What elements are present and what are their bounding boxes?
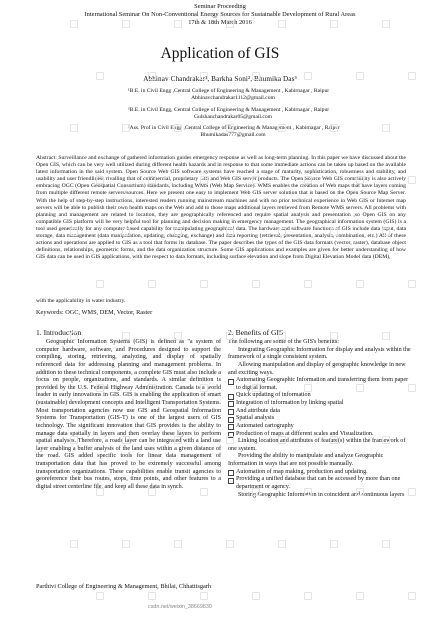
affiliation-email: Abhinavchandrakar1112@gmail.com — [191, 95, 275, 101]
watermark-mark-icon — [356, 592, 364, 600]
watermark-mark-icon — [148, 280, 156, 288]
watermark-mark-icon — [408, 280, 416, 288]
watermark-mark-icon — [148, 488, 156, 496]
bullet-box-icon — [228, 478, 234, 484]
benefits-heading: 2. Benefits of GIS — [228, 328, 284, 337]
watermark-mark-icon — [382, 20, 390, 28]
watermark-mark-icon — [96, 592, 104, 600]
header-line-2: International Seminar On Non-Conventional Energy Sources for Sustainable Development of Rural Areas — [84, 11, 356, 19]
watermark-mark-icon — [122, 540, 130, 548]
bullet-box-icon — [228, 401, 234, 407]
watermark-mark-icon — [408, 176, 416, 184]
affiliation-text: ¹B.E. in Civil Engg ,Central College of Engineering & Management , Kabirnagar , Raipur — [128, 88, 330, 94]
watermark-mark-icon — [330, 124, 338, 132]
watermark-mark-icon — [96, 280, 104, 288]
watermark-mark-icon — [278, 228, 286, 236]
watermark-mark-icon — [304, 176, 312, 184]
watermark-mark-icon — [330, 540, 338, 548]
watermark-mark-icon — [356, 280, 364, 288]
benefit-text: Production of maps at different scales and Visualization. — [236, 430, 374, 437]
affiliation-email: Bhumikadas777@gmail.com — [200, 132, 266, 138]
abstract-label: Abstract: — [36, 155, 59, 161]
watermark-mark-icon — [252, 488, 260, 496]
watermark-mark-icon — [330, 332, 338, 340]
benefit-text: Automating Geographic Information and transferring them from paper to digital format. — [236, 377, 409, 391]
bullet-box-icon — [228, 417, 234, 423]
benefit-text: Integration of information by linking spatial — [236, 400, 344, 406]
watermark-mark-icon — [96, 72, 104, 80]
watermark-mark-icon — [226, 228, 234, 236]
watermark-mark-icon — [382, 228, 390, 236]
abstract-text: Surveillance and exchange of gathered information guides emergency response as well as long-term planning. In this paper we have discussed about the Open GIS, which can be very well utilized during different health hazards and in response to that some immediate actions can be taken up based on the available latest information in the said system. Open Source Web GIS software systems have reached a stage of maturity, sophistication, robustness and stability, and usability and user friendliness rivalling that of commercial, proprietary GIS and Web GIS server products. The Open Source Web GIS community is also actively embracing OGC (Open Geospatial Consortium) standards, including WMS (Web Map Service). WMS enables the creation of Web maps that have layers coming from multiple different remote servers/sources. Here we present one easy to implement Web GIS server solution that is based on the Open Source Map Server. With the help of step-by-step instructions, interested readers running mainstream machines and with no prior technical experience in Web GIS or Internet map servers will be able to publish their own health maps on the Web and add to those maps additional layers retrieved from Remote WMS servers. All problems with planning and management are related to location, they are geographically referenced and require spatial analysis and presentation ,so Open GIS on any compatible GIS platform will be very helpful tool for planning and decision making in emergency management. The geographical information system (GIS) is a tool used generically for any computer based capability for manipulating geographical data. The hardware and software functions of GIS include data input, data storage, data management (data manipulation, updating, changing, exchange) and data reporting (retrieval, presentation, analysis, combination, etc.) All of these actions and operations are applied to GIS as a tool that forms its database. The paper describes the types of the GIS data formats (vector, raster), database object definitions, relationships, geometric forms, and the data organization structure. Some GIS applications and examples are given for better understanding of how GIS data can be used in GIS applications, with the respect to data formats, including surface elevation and slope from Digital Elevation Model data (DEM), — [36, 155, 406, 261]
benefit-item — [228, 347, 413, 362]
watermark-mark-icon — [122, 20, 130, 28]
watermark-mark-icon — [200, 176, 208, 184]
abstract-last-line: with the applicability in water industry. — [36, 298, 126, 304]
bullet-box-icon — [228, 470, 234, 476]
benefits-lead: The following are some of the GIS's benefits: — [228, 339, 339, 345]
abstract — [36, 155, 406, 261]
header-line-1: Seminar Proceeding — [194, 3, 246, 10]
watermark-mark-icon — [304, 488, 312, 496]
benefit-text: Storing Geographic Information in coincident and continuous layers — [238, 491, 405, 498]
watermark-mark-icon — [408, 384, 416, 392]
watermark-mark-icon — [200, 72, 208, 80]
benefit-text: Linking location and attributes of feature(s) within the framework of one system. — [228, 438, 406, 452]
watermark-mark-icon — [200, 488, 208, 496]
watermark-mark-icon — [96, 384, 104, 392]
watermark-mark-icon — [382, 124, 390, 132]
watermark-mark-icon — [278, 436, 286, 444]
benefit-text: Automation of map making, production and updating. — [236, 468, 368, 475]
watermark-mark-icon — [330, 228, 338, 236]
benefit-text: And attribute data — [236, 407, 280, 414]
watermark-mark-icon — [278, 124, 286, 132]
keywords: Keywords: OGC, WMS, DEM, Vector, Raster — [36, 309, 153, 316]
watermark-mark-icon — [226, 436, 234, 444]
bullet-box-icon — [228, 409, 234, 415]
watermark-mark-icon — [174, 124, 182, 132]
introduction-section — [36, 328, 221, 492]
benefit-text: Allowing manipulation and display of geographic knowledge in new and exciting ways. — [228, 361, 406, 376]
watermark-mark-icon — [226, 332, 234, 340]
watermark-mark-icon — [70, 436, 78, 444]
affiliation-text: ²B.E. in Civil Engg, Central College of Engineering & Management , Kabirnagar , Raipur — [128, 107, 330, 113]
affiliation-text: ³Ass. Prof in Civil Engg ,Central College of Engineering & Management , Kabirnagar , Raipur — [128, 125, 341, 131]
benefit-item — [228, 400, 413, 408]
watermark-mark-icon — [70, 20, 78, 28]
paper-title: Application of GIS — [160, 45, 280, 62]
watermark-mark-icon — [70, 332, 78, 340]
watermark-mark-icon — [304, 72, 312, 80]
watermark-mark-icon — [96, 176, 104, 184]
introduction-text: Geographic Information Systems (GIS) is defined as "a system of computer hardware, software, and Procedures designed to support the compiling, storing, retrieving, analyzing, and display of spatially referenced data for addressing planning and management problems. In addition to these technical components, a complete GIS must also include a focus on people, organizations, and standards. A similar definition is provided by the U.S. Federal Highway Administration. Canada is a world leader in early innovations in GIS. GIS is enabling the application of smart (sustainable) development concepts and Intelligent Transportation Systems. Most transportation agencies now use GIS and Geospatial Information Systems for Transportation (GIS-T) is one of the largest users of GIS technology. The significant innovation that GIS provides is the ability to manage data spatially in layers and then overlay these layers to perform spatial analyses. Therefore, a roads layer can be integrated with a land use layer enabling a buffer analysis of the land uses within a given distance of the road. GIS added specific tools for linear data management of transportation data that has proved to be extremely successful among transportation organizations. These capabilities enable transit agencies to georeference their bus routes, stops, time points, and other features to a digital street centerline file, and keep all these data in synch. — [36, 339, 221, 490]
benefit-item — [228, 392, 413, 400]
benefit-text: Spatial analysis — [236, 415, 275, 422]
watermark-mark-icon — [408, 488, 416, 496]
watermark-mark-icon — [148, 72, 156, 80]
watermark-mark-icon — [200, 592, 208, 600]
benefit-text: Providing a unified database that can be accessed by more than one department or agency. — [236, 476, 401, 490]
watermark-mark-icon — [122, 124, 130, 132]
watermark-mark-icon — [200, 280, 208, 288]
watermark-mark-icon — [356, 176, 364, 184]
watermark-mark-icon — [174, 20, 182, 28]
watermark-mark-icon — [356, 384, 364, 392]
watermark-mark-icon — [252, 592, 260, 600]
watermark-mark-icon — [304, 592, 312, 600]
benefit-text: Integrating Geographic Information for display and analysis within the framework of a single consistent system. — [228, 346, 411, 361]
author-list: Abhinav Chandrakar¹, Barkha Soni², Bhumika Das³ — [143, 75, 297, 83]
proceeding-header — [0, 3, 440, 28]
affiliation-email: Gulshanchandrakar05@gmail.com — [193, 114, 272, 120]
watermark-mark-icon — [148, 176, 156, 184]
watermark-mark-icon — [252, 72, 260, 80]
bullet-box-icon — [228, 379, 234, 385]
watermark-mark-icon — [356, 72, 364, 80]
watermark-mark-icon — [382, 540, 390, 548]
benefit-text: Automated cartography — [236, 422, 294, 429]
watermark-mark-icon — [382, 436, 390, 444]
watermark-mark-icon — [304, 384, 312, 392]
watermark-mark-icon — [174, 332, 182, 340]
watermark-mark-icon — [226, 124, 234, 132]
header-line-3: 17th & 18th March 2016 — [188, 19, 252, 27]
introduction-heading: 1. Introduction — [36, 328, 82, 337]
watermark-mark-icon — [70, 540, 78, 548]
watermark-mark-icon — [96, 488, 104, 496]
watermark-mark-icon — [252, 384, 260, 392]
benefit-text: Quick updating of information — [236, 392, 311, 399]
page-footer: Parthivi College of Engineering & Management, Bhilai, Chhattisgarh — [36, 583, 212, 590]
watermark-mark-icon — [148, 384, 156, 392]
benefit-item — [228, 415, 413, 423]
source-watermark: csdn.net/weixin_38669830 — [148, 604, 212, 610]
benefit-item — [228, 423, 413, 431]
watermark-mark-icon — [356, 488, 364, 496]
watermark-mark-icon — [226, 20, 234, 28]
watermark-mark-icon — [122, 228, 130, 236]
watermark-mark-icon — [70, 228, 78, 236]
benefit-item — [228, 362, 413, 377]
watermark-mark-icon — [382, 332, 390, 340]
benefits-section — [228, 328, 413, 499]
watermark-mark-icon — [174, 228, 182, 236]
watermark-mark-icon — [278, 540, 286, 548]
watermark-mark-icon — [122, 332, 130, 340]
watermark-mark-icon — [122, 436, 130, 444]
watermark-mark-icon — [200, 384, 208, 392]
benefit-item — [228, 408, 413, 416]
watermark-mark-icon — [278, 332, 286, 340]
watermark-mark-icon — [330, 20, 338, 28]
benefit-text: Providing the ability to manipulate and analyze Geographic Information in ways that are not possible manually. — [228, 453, 384, 467]
watermark-mark-icon — [408, 592, 416, 600]
watermark-mark-icon — [148, 592, 156, 600]
watermark-mark-icon — [408, 72, 416, 80]
watermark-mark-icon — [174, 436, 182, 444]
affiliation-2 — [128, 107, 368, 121]
watermark-mark-icon — [226, 540, 234, 548]
watermark-mark-icon — [174, 540, 182, 548]
watermark-mark-icon — [304, 280, 312, 288]
bullet-box-icon — [228, 424, 234, 430]
affiliation-1 — [128, 88, 368, 102]
watermark-mark-icon — [70, 124, 78, 132]
watermark-mark-icon — [278, 20, 286, 28]
watermark-mark-icon — [252, 176, 260, 184]
bullet-box-icon — [228, 394, 234, 400]
benefit-item — [228, 453, 413, 468]
watermark-mark-icon — [252, 280, 260, 288]
watermark-mark-icon — [330, 436, 338, 444]
